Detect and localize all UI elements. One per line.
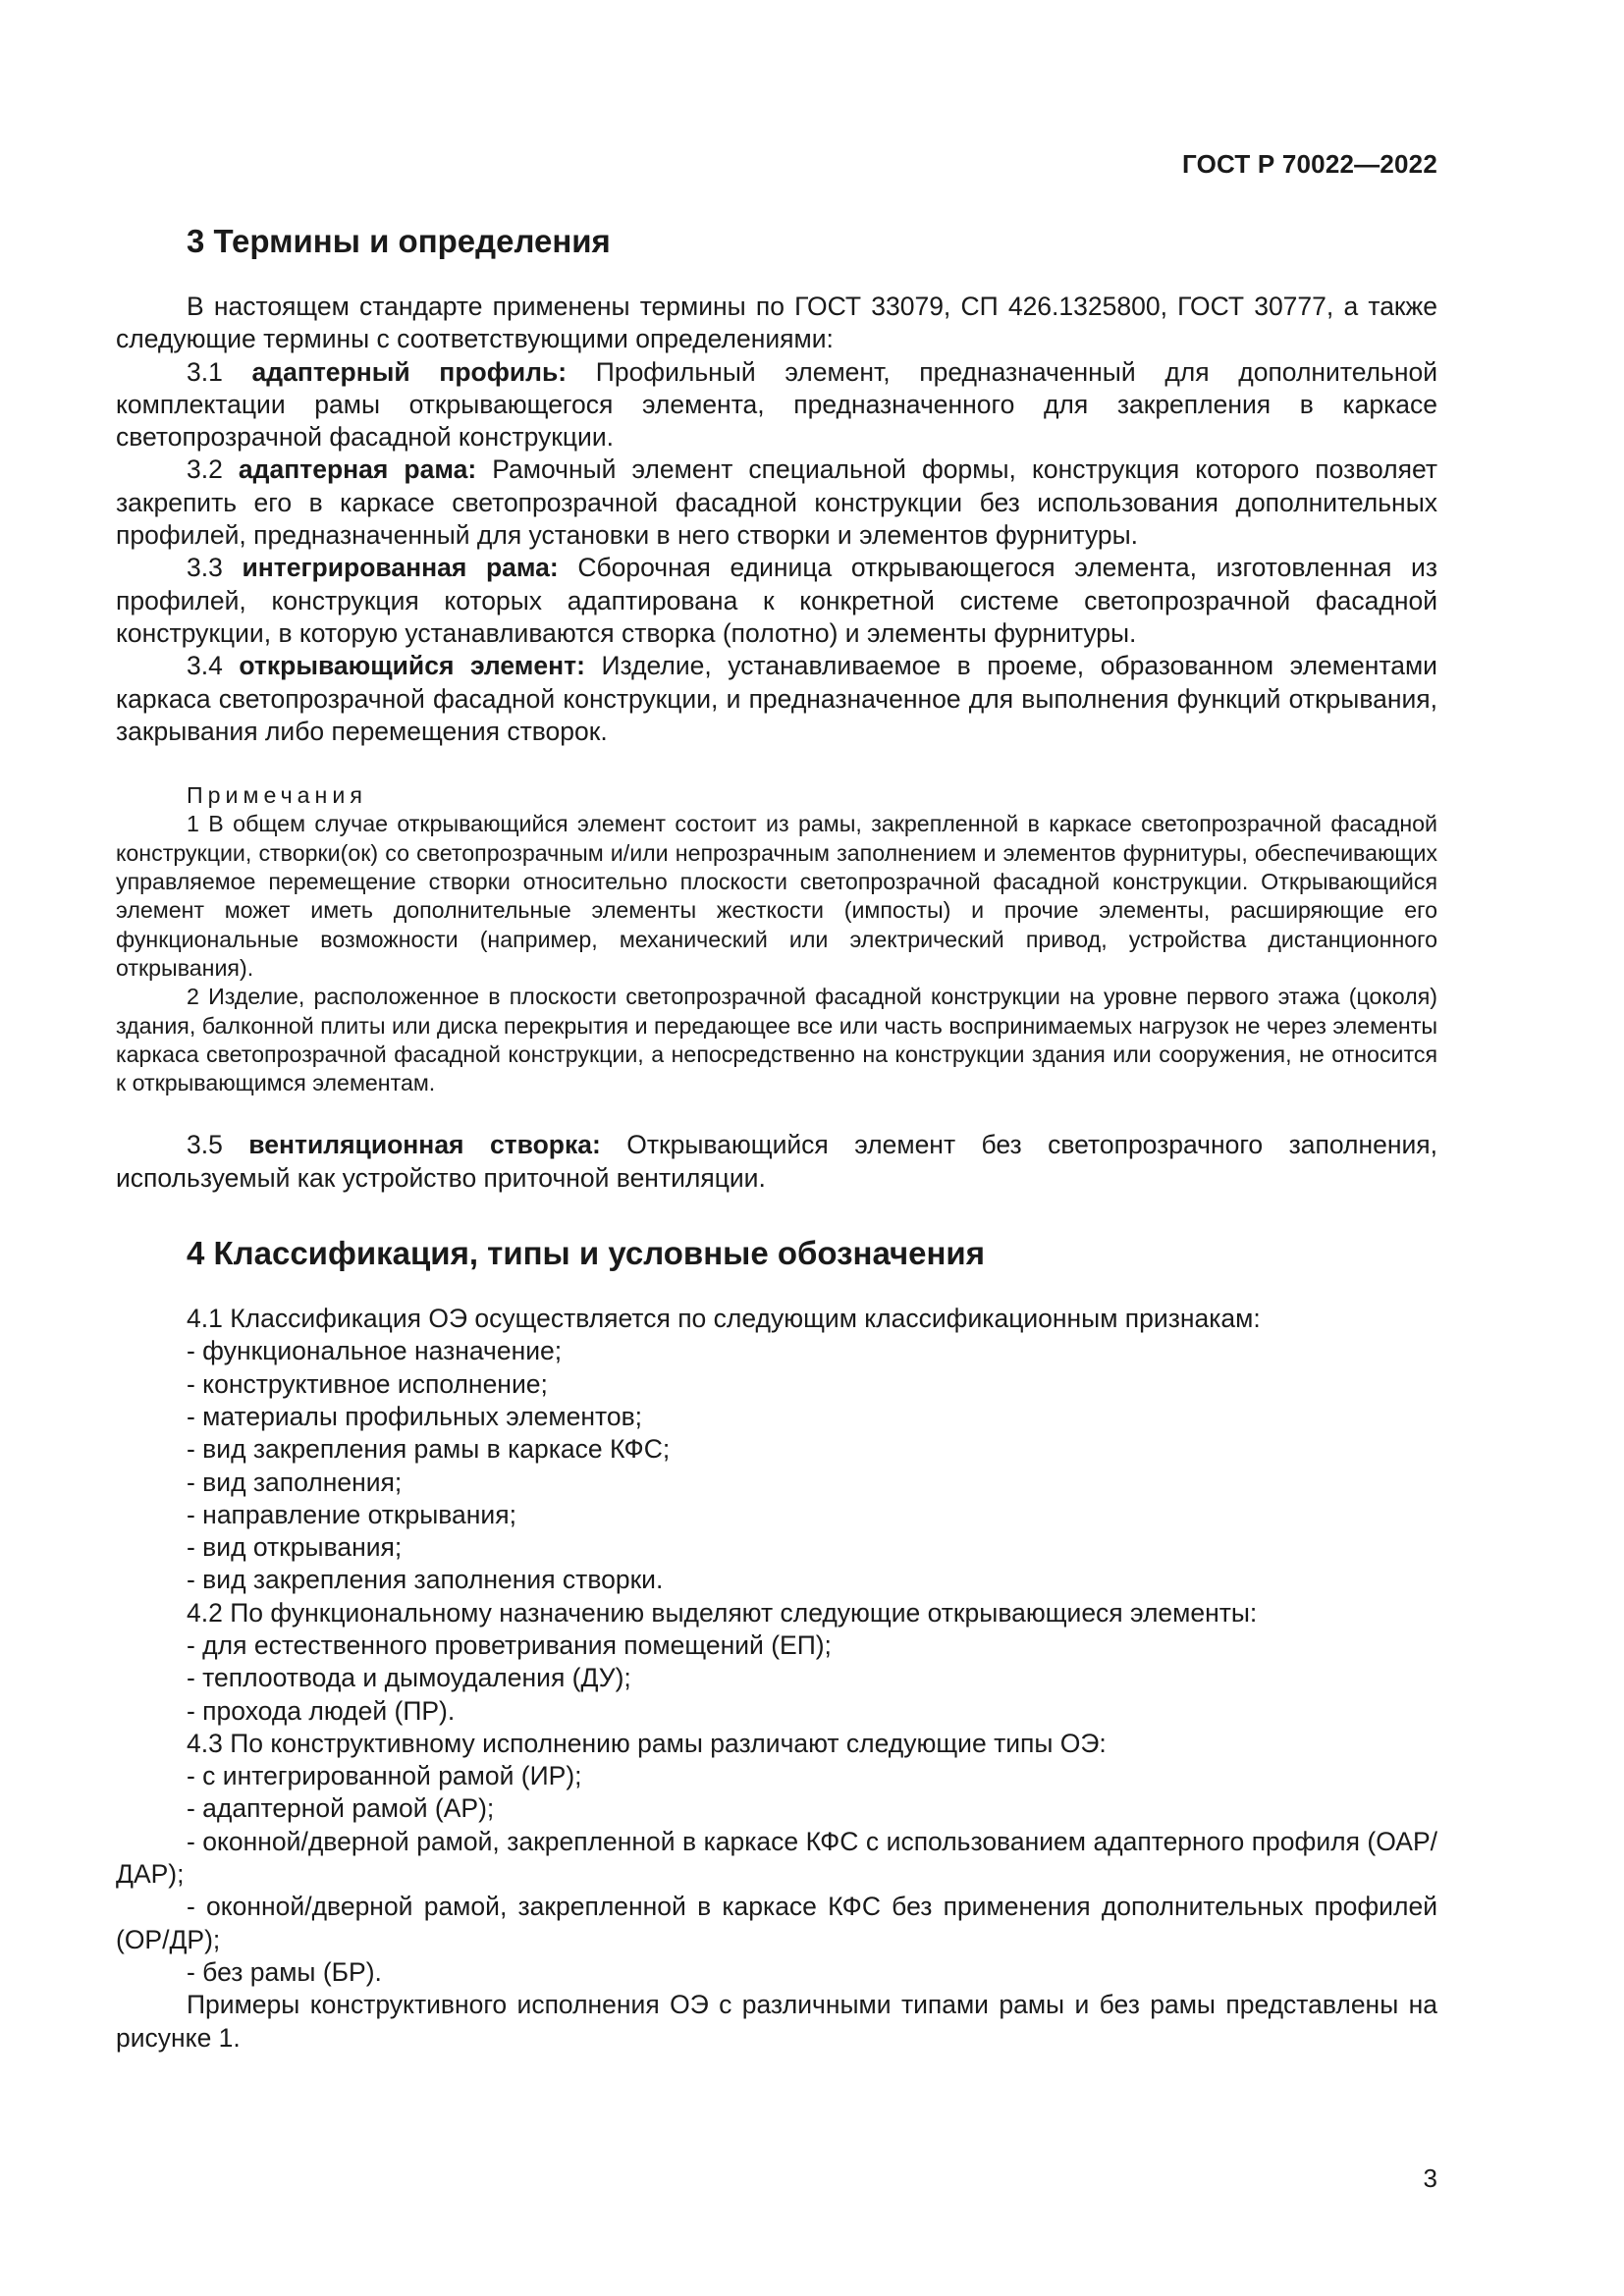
section-3-intro: В настоящем стандарте применены термины по ГОСТ 33079, СП 426.1325800, ГОСТ 30777, а также следующие термины с соответствующими определениями:	[116, 292, 1437, 354]
clause-4-3: 4.3 По конструктивному исполнению рамы различают следующие типы ОЭ:	[187, 1728, 1107, 1758]
list-4-1	[116, 1335, 1437, 1596]
term-definition: Изделие, устанавливаемое в проеме, образованном элементами каркаса светопрозрачной фасадной конструкции, и предназначенное для выполнения функций открывания, закрывания либо перемещения створок.	[116, 651, 1437, 746]
clause-4-1: 4.1 Классификация ОЭ осуществляется по следующим классификационным признакам:	[187, 1304, 1261, 1334]
list-item: - оконной/дверной рамой, закрепленной в каркасе КФС без применения дополнительных профилей (ОР/ДР);	[116, 1892, 1437, 1954]
list-item: - адаптерной рамой (АР);	[187, 1793, 495, 1824]
page-content	[116, 222, 1437, 2055]
notes-title: Примечания	[187, 782, 367, 809]
list-item: - без рамы (БР).	[187, 1956, 382, 1987]
closing-paragraph: Примеры конструктивного исполнения ОЭ с различными типами рамы и без рамы представлены на рисунке 1.	[116, 1990, 1437, 2053]
section-4-title: 4 Классификация, типы и условные обозначения	[187, 1235, 985, 1272]
term-name: адаптерная рама:	[238, 454, 477, 485]
section-3-title: 3 Термины и определения	[187, 223, 611, 259]
term-number: 3.1	[187, 356, 223, 387]
term-3-5	[116, 1129, 1437, 1195]
list-item: - с интегрированной рамой (ИР);	[187, 1761, 582, 1791]
list-item: - оконной/дверной рамой, закрепленной в каркасе КФС с использованием адаптерного профиля (ОАР/ДАР);	[116, 1826, 1437, 1890]
term-definition: Открывающийся элемент без светопрозрачного заполнения, используемый как устройство приточной вентиляции.	[116, 1130, 1437, 1193]
list-item: - вид закрепления рамы в каркасе КФС;	[187, 1434, 671, 1465]
term-name: вентиляционная створка:	[248, 1130, 601, 1160]
term-3-1	[116, 356, 1437, 454]
list-item: - прохода людей (ПР).	[187, 1695, 456, 1726]
list-item: - конструктивное исполнение;	[187, 1368, 548, 1399]
list-item: - вид открывания;	[187, 1532, 403, 1563]
term-3-2	[116, 454, 1437, 552]
term-definition: Профильный элемент, предназначенный для дополнительной комплектации рамы открывающегося элемента, предназначенного для закрепления в каркасе светопрозрачной фасадной конструкции.	[116, 356, 1437, 453]
notes-block	[116, 781, 1437, 1097]
list-item: - направление открывания;	[187, 1499, 516, 1529]
note-1: 1 В общем случае открывающийся элемент состоит из рамы, закрепленной в каркасе светопрозрачной фасадной конструкции, створки(ок) со светопрозрачным и/или непрозрачным заполнением и элементов фурнитуры, обеспечивающих управляемое перемещение створки относительно плоскости светопрозрачной фасадной конструкции. Открывающийся элемент может иметь дополнительные элементы жесткости (импосты) и прочие элементы, расширяющие его функциональные возможности (например, механический или электрический привод, устройства дистанционного открывания).	[116, 811, 1437, 981]
list-4-3	[116, 1760, 1437, 1989]
page-number: 3	[1423, 2163, 1437, 2193]
standard-code: ГОСТ Р 70022—2022	[1182, 149, 1437, 179]
term-definition: Сборочная единица открывающегося элемента, изготовленная из профилей, конструкция которых адаптирована к конкретной системе светопрозрачной фасадной конструкции, в которую устанавливаются створка (полотно) и элементы фурнитуры.	[116, 553, 1437, 648]
list-item: - материалы профильных элементов;	[187, 1401, 643, 1431]
clause-4-2: 4.2 По функциональному назначению выделяют следующие открывающиеся элементы:	[187, 1597, 1258, 1628]
term-name: интегрированная рама:	[242, 553, 559, 583]
note-2: 2 Изделие, расположенное в плоскости светопрозрачной фасадной конструкции на уровне первого этажа (цоколя) здания, балконной плиты или диска перекрытия и передающее все или часть воспринимаемых нагрузок не через элементы каркаса светопрозрачной фасадной конструкции, а непосредственно на конструкции здания или сооружения, не относится к открывающимся элементам.	[116, 984, 1437, 1096]
list-item: - теплоотвода и дымоудаления (ДУ);	[187, 1663, 631, 1693]
term-number: 3.2	[187, 454, 223, 485]
term-number: 3.4	[187, 651, 223, 681]
term-definition: Рамочный элемент специальной формы, конструкция которого позволяет закрепить его в каркасе светопрозрачной фасадной конструкции без использования дополнительных профилей, предназначенный для установки в него створки и элементов фурнитуры.	[116, 454, 1437, 551]
list-4-2	[116, 1629, 1437, 1728]
list-item: - вид закрепления заполнения створки.	[187, 1565, 664, 1595]
term-3-3	[116, 552, 1437, 650]
term-name: открывающийся элемент:	[239, 651, 585, 681]
list-item: - для естественного проветривания помещений (ЕП);	[187, 1629, 832, 1660]
list-item: - вид заполнения;	[187, 1467, 403, 1497]
term-3-4	[116, 650, 1437, 748]
term-number: 3.3	[187, 553, 223, 583]
term-number: 3.5	[187, 1130, 223, 1160]
list-item: - функциональное назначение;	[187, 1336, 563, 1366]
term-name: адаптерный профиль:	[251, 356, 568, 387]
